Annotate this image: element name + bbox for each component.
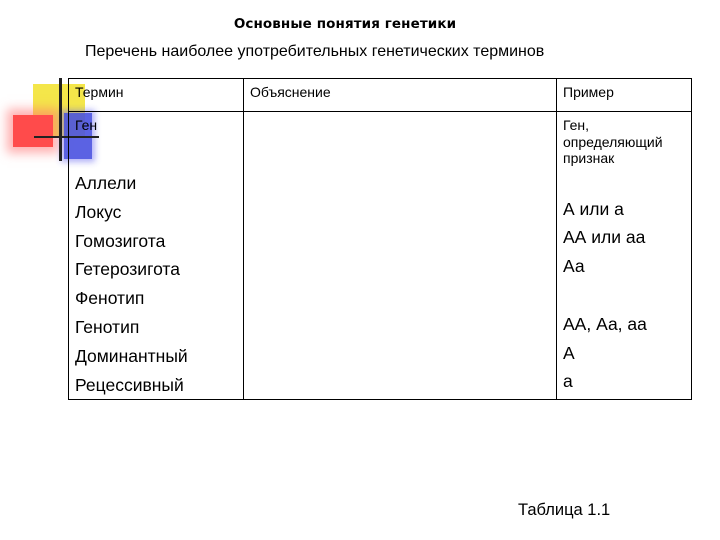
term-item: Рецессивный xyxy=(75,374,184,395)
terms-list xyxy=(69,133,243,399)
term-item: Гомозигота xyxy=(75,230,166,251)
term-gene: Ген xyxy=(75,117,98,133)
table-caption: Таблица 1.1 xyxy=(518,501,611,519)
example-item: АА, Аа, аа xyxy=(563,313,647,334)
terms-cell xyxy=(69,112,244,400)
example-item: АА или аа xyxy=(563,227,646,248)
decorative-red-square xyxy=(13,115,53,147)
header-term: Термин xyxy=(69,79,244,112)
example-item: А xyxy=(563,342,575,363)
slide-title: Основные понятия генетики xyxy=(233,16,457,32)
example-item: Аа xyxy=(563,256,585,277)
explanation-cell xyxy=(244,112,557,400)
example-item: а xyxy=(563,371,573,392)
term-item: Доминантный xyxy=(75,345,188,366)
table-body-row xyxy=(69,112,692,400)
term-item: Генотип xyxy=(75,316,140,337)
term-item: Локус xyxy=(75,201,122,222)
example-gene: Ген, определяющий признак xyxy=(563,117,663,166)
examples-list xyxy=(557,167,691,397)
examples-cell xyxy=(557,112,692,400)
example-item: А или а xyxy=(563,198,624,219)
header-example: Пример xyxy=(557,79,692,112)
slide-subtitle: Перечень наиболее употребительных генетических терминов xyxy=(85,43,545,60)
term-item: Фенотип xyxy=(75,288,145,309)
header-explanation: Объяснение xyxy=(244,79,557,112)
example-spacer xyxy=(563,281,691,310)
term-item: Аллели xyxy=(75,173,137,193)
genetics-terms-table xyxy=(68,78,692,400)
decorative-vertical-line xyxy=(59,78,62,161)
term-item: Гетерозигота xyxy=(75,259,180,280)
table-header-row xyxy=(69,79,692,112)
